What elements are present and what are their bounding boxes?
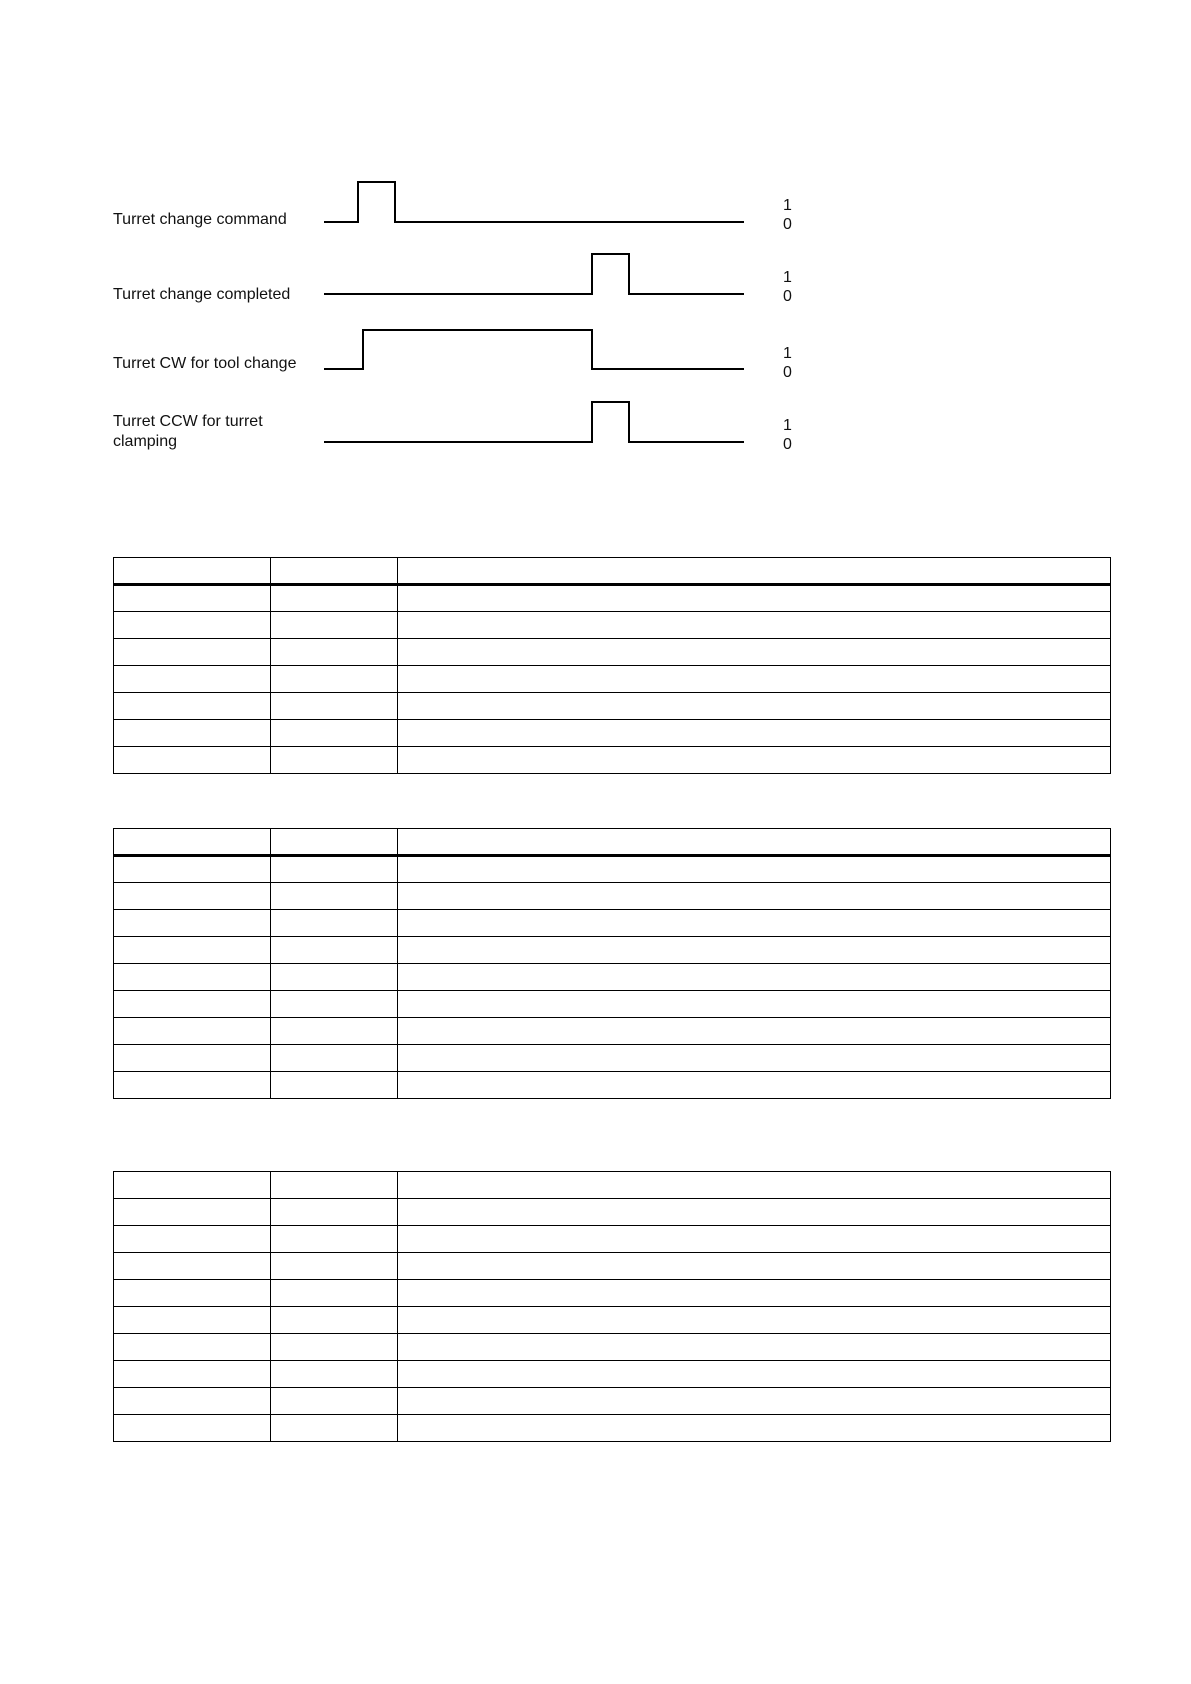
table-cell: [398, 612, 1111, 639]
table-cell: [271, 856, 398, 883]
table-row: [114, 1045, 1111, 1072]
table-cell: [398, 829, 1111, 856]
table-cell: [271, 1018, 398, 1045]
table-cell: [114, 1072, 271, 1099]
table-cell: [114, 1388, 271, 1415]
table-cell: [398, 1388, 1111, 1415]
table-cell: [114, 1172, 271, 1199]
table-cell: [114, 612, 271, 639]
low-level-label: 0: [783, 364, 792, 381]
table-cell: [271, 1361, 398, 1388]
signal-turret-ccw-for-turret-clamping: [113, 402, 792, 453]
signal-label: Turret CW for tool change: [113, 355, 297, 372]
table-row: [114, 964, 1111, 991]
signal-waveform: [324, 254, 744, 294]
signal-turret-change-command: [113, 182, 792, 233]
table-cell: [398, 1280, 1111, 1307]
table-cell: [271, 747, 398, 774]
table-cell: [271, 1307, 398, 1334]
table-row: [114, 666, 1111, 693]
table-cell: [398, 1361, 1111, 1388]
table-row: [114, 883, 1111, 910]
table-cell: [114, 558, 271, 585]
signal-label-continued: clamping: [113, 433, 178, 450]
table-cell: [114, 1199, 271, 1226]
table-row: [114, 1172, 1111, 1199]
low-level-label: 0: [783, 288, 792, 305]
table-row: [114, 693, 1111, 720]
table-cell: [271, 1199, 398, 1226]
table-cell: [398, 856, 1111, 883]
table-row: [114, 991, 1111, 1018]
table-cell: [271, 883, 398, 910]
table-cell: [398, 585, 1111, 612]
table-cell: [271, 937, 398, 964]
table-cell: [398, 693, 1111, 720]
signal-label: Turret change command: [113, 211, 287, 228]
table-row: [114, 1415, 1111, 1442]
table-cell: [398, 991, 1111, 1018]
table-row: [114, 1334, 1111, 1361]
table-row: [114, 612, 1111, 639]
table-cell: [398, 1334, 1111, 1361]
table-cell: [114, 1307, 271, 1334]
high-level-label: 1: [783, 269, 792, 286]
low-level-label: 0: [783, 436, 792, 453]
table-cell: [114, 585, 271, 612]
table-cell: [271, 612, 398, 639]
signal-waveform: [324, 402, 744, 442]
table-row: [114, 1018, 1111, 1045]
table-header-row: [114, 829, 1111, 856]
table-cell: [398, 1172, 1111, 1199]
table-cell: [114, 1361, 271, 1388]
table-cell: [114, 1226, 271, 1253]
signal-waveform: [324, 182, 744, 222]
table-cell: [398, 1199, 1111, 1226]
table-cell: [271, 639, 398, 666]
table-cell: [114, 910, 271, 937]
table-row: [114, 1280, 1111, 1307]
table-cell: [398, 639, 1111, 666]
signal-table-2: [113, 828, 1111, 1099]
table-row: [114, 856, 1111, 883]
table-cell: [271, 991, 398, 1018]
table-cell: [114, 991, 271, 1018]
table-row: [114, 1226, 1111, 1253]
table-cell: [271, 1388, 398, 1415]
signal-label: Turret change completed: [113, 286, 291, 303]
timing-diagram: [0, 0, 1191, 470]
table-cell: [398, 1018, 1111, 1045]
table-cell: [114, 1280, 271, 1307]
table-cell: [114, 747, 271, 774]
table-cell: [398, 720, 1111, 747]
table-row: [114, 1388, 1111, 1415]
table-cell: [271, 1045, 398, 1072]
table-cell: [398, 937, 1111, 964]
signal-table-1: [113, 557, 1111, 774]
high-level-label: 1: [783, 345, 792, 362]
table-cell: [271, 910, 398, 937]
table-cell: [398, 1072, 1111, 1099]
table-row: [114, 1199, 1111, 1226]
high-level-label: 1: [783, 417, 792, 434]
table-cell: [398, 1045, 1111, 1072]
table-cell: [271, 829, 398, 856]
table-cell: [271, 666, 398, 693]
table-cell: [398, 747, 1111, 774]
table-cell: [271, 1280, 398, 1307]
signal-table-3: [113, 1171, 1111, 1442]
signal-waveform: [324, 330, 744, 369]
table-cell: [398, 666, 1111, 693]
table-cell: [398, 1226, 1111, 1253]
table-cell: [114, 937, 271, 964]
table-cell: [398, 910, 1111, 937]
table-cell: [271, 1334, 398, 1361]
signal-turret-cw-for-tool-change: [113, 330, 792, 381]
table-cell: [114, 639, 271, 666]
table-row: [114, 1253, 1111, 1280]
table-cell: [271, 1226, 398, 1253]
table-row: [114, 910, 1111, 937]
table-cell: [271, 585, 398, 612]
table-header-row: [114, 558, 1111, 585]
table-row: [114, 1361, 1111, 1388]
signal-turret-change-completed: [113, 254, 792, 305]
table-cell: [398, 964, 1111, 991]
table-cell: [398, 883, 1111, 910]
table-cell: [114, 856, 271, 883]
low-level-label: 0: [783, 216, 792, 233]
table-cell: [114, 829, 271, 856]
table-cell: [398, 1415, 1111, 1442]
table-cell: [114, 883, 271, 910]
table-cell: [114, 1045, 271, 1072]
table-cell: [114, 1334, 271, 1361]
table-row: [114, 639, 1111, 666]
table-cell: [114, 1018, 271, 1045]
table-cell: [114, 964, 271, 991]
table-cell: [114, 666, 271, 693]
table-cell: [114, 1253, 271, 1280]
table-row: [114, 1072, 1111, 1099]
table-cell: [271, 1415, 398, 1442]
table-cell: [271, 693, 398, 720]
signal-label: Turret CCW for turret: [113, 413, 263, 430]
high-level-label: 1: [783, 197, 792, 214]
table-cell: [271, 558, 398, 585]
table-cell: [114, 693, 271, 720]
table-row: [114, 937, 1111, 964]
table-cell: [271, 720, 398, 747]
table-row: [114, 747, 1111, 774]
table-cell: [114, 720, 271, 747]
table-cell: [398, 1307, 1111, 1334]
table-cell: [271, 1072, 398, 1099]
table-cell: [398, 1253, 1111, 1280]
table-cell: [114, 1415, 271, 1442]
table-row: [114, 585, 1111, 612]
table-cell: [271, 1172, 398, 1199]
table-cell: [271, 1253, 398, 1280]
table-cell: [271, 964, 398, 991]
table-row: [114, 720, 1111, 747]
table-cell: [398, 558, 1111, 585]
table-row: [114, 1307, 1111, 1334]
